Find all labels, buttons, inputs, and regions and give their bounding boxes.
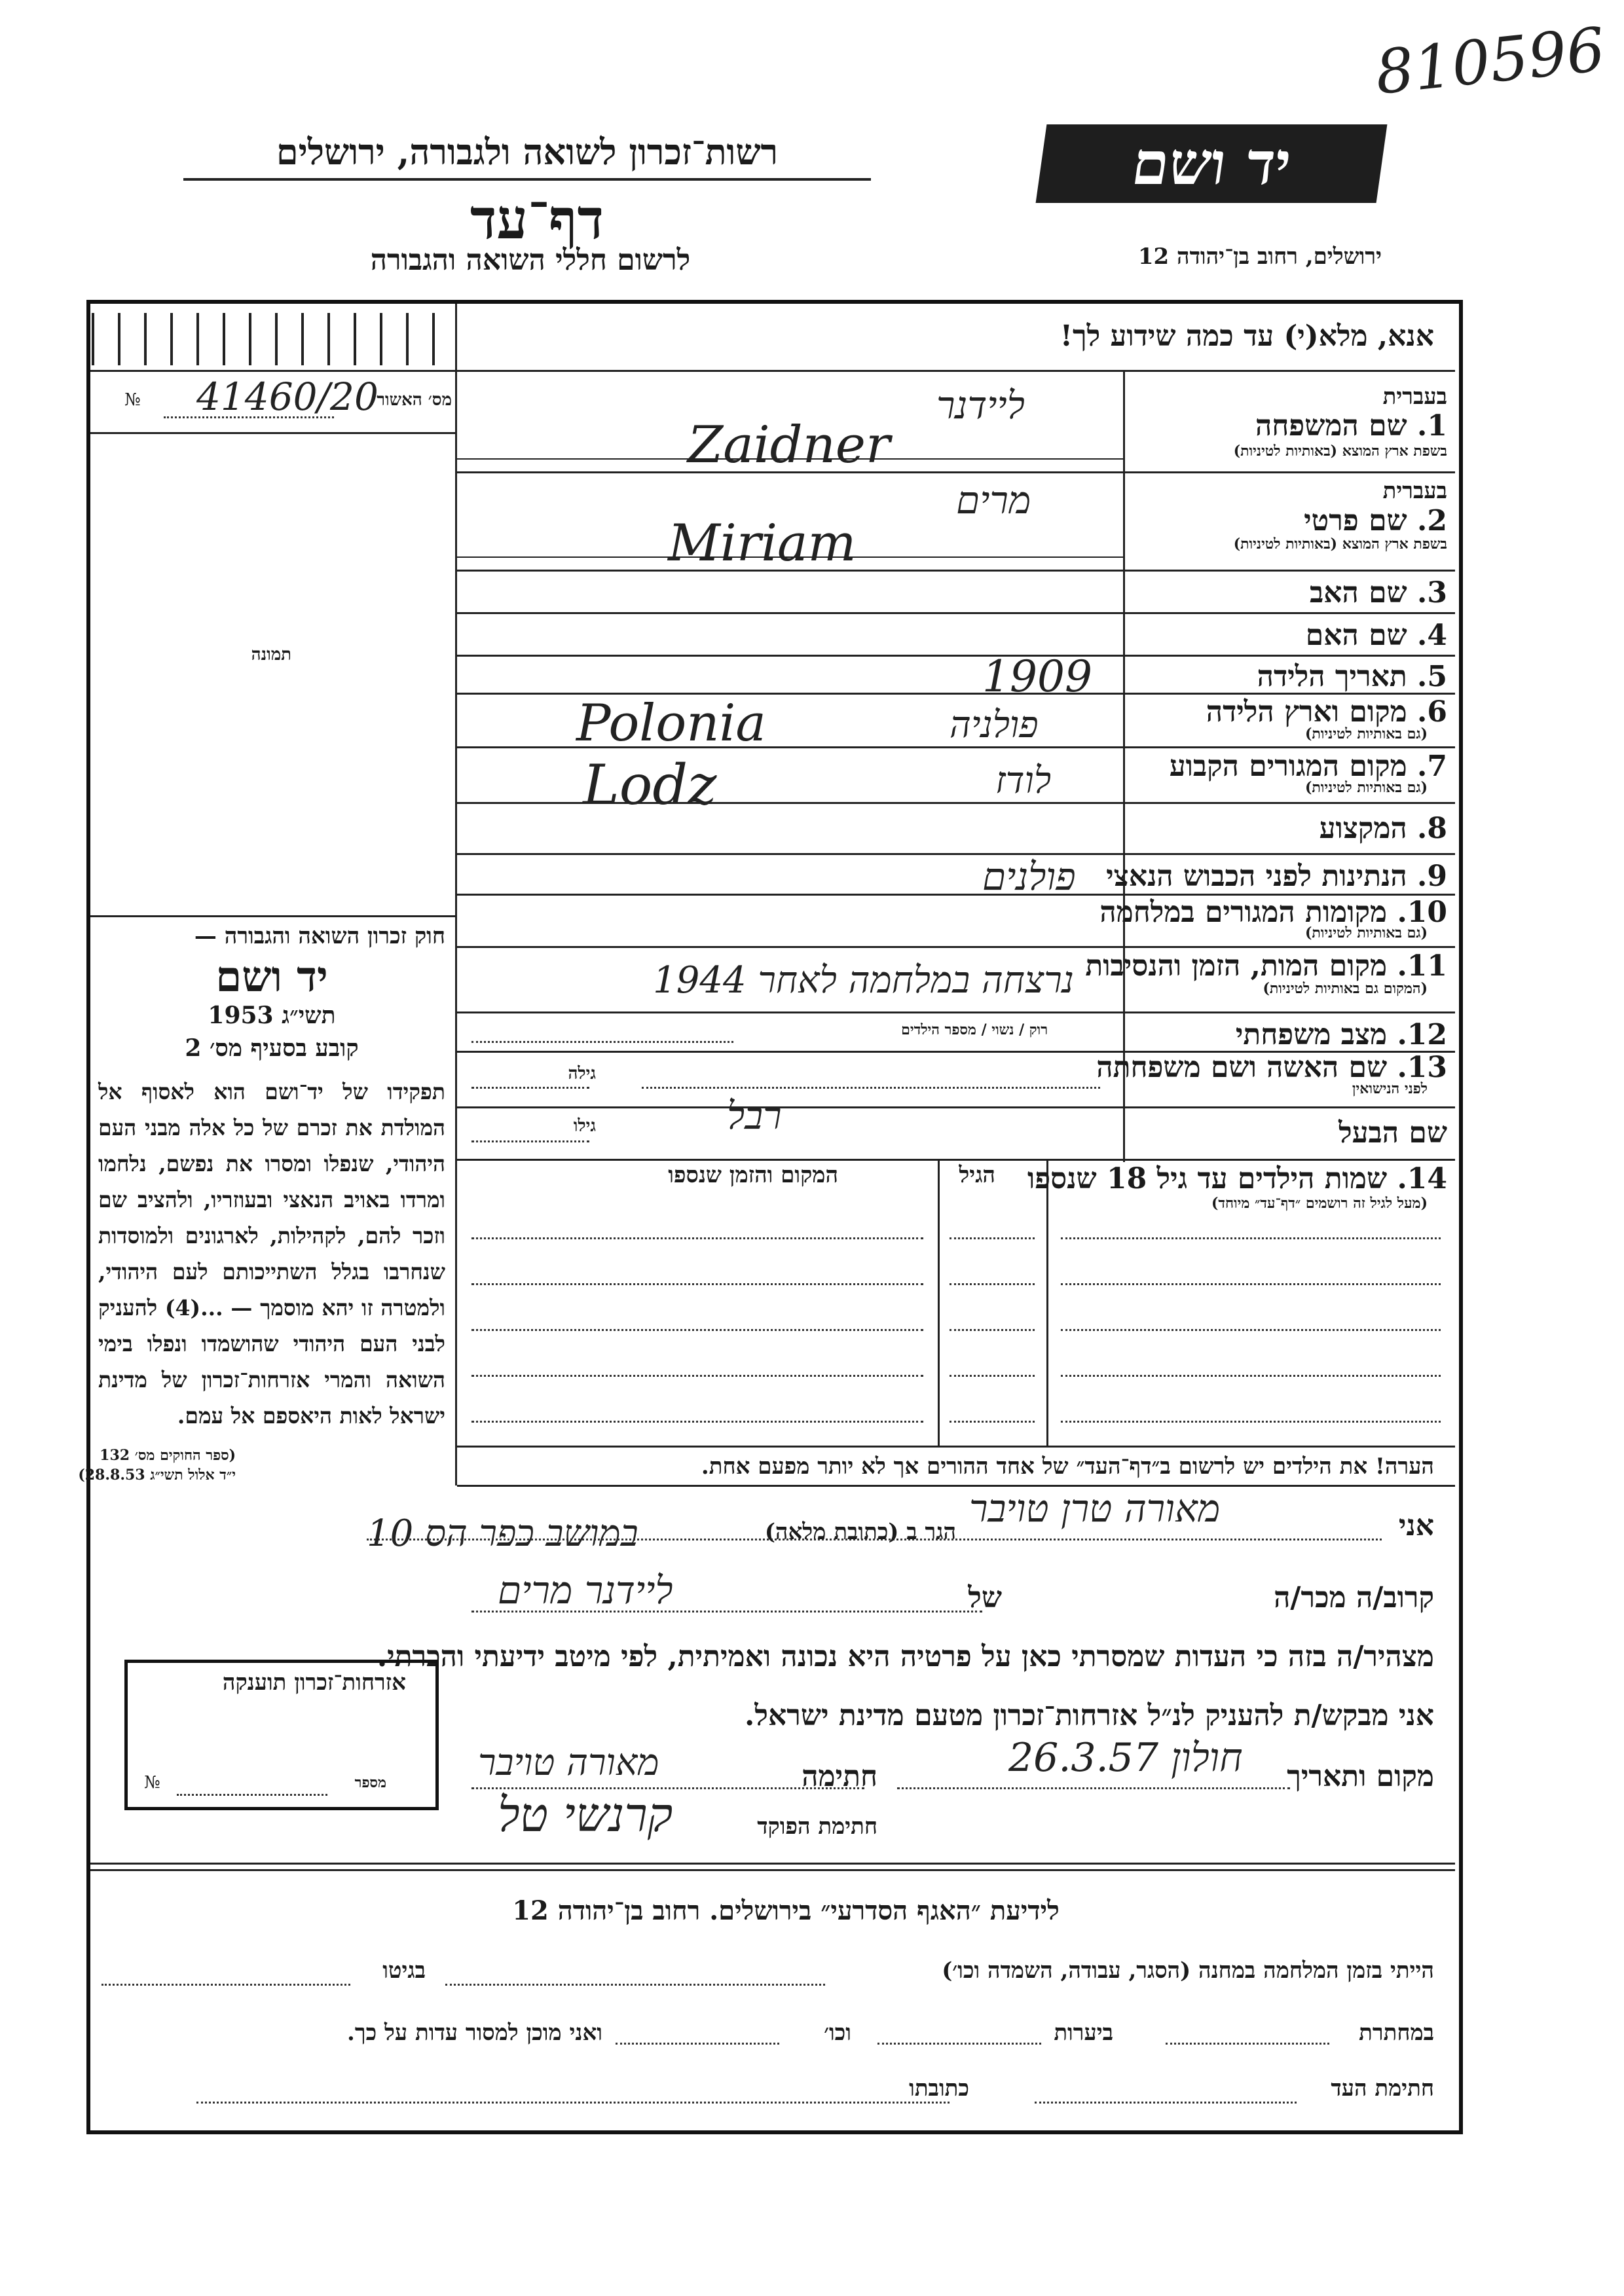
field-9-label [1106, 860, 1447, 893]
field-10-num: 10. [1397, 896, 1447, 929]
field-11-hint: (המקום גם באותיות לטיניות) [1263, 980, 1428, 997]
field-1-label [1255, 409, 1447, 443]
field-14-label [1027, 1162, 1447, 1195]
field-1-latin-value[interactable]: Zaidner [688, 416, 891, 475]
field-6-latin-value[interactable]: Polonia [576, 694, 766, 753]
footer-line2-d: ואני מוכן למסור עדות על כך. [347, 2020, 602, 2046]
field-14-num: 14. [1397, 1162, 1447, 1195]
citizenship-box-title: אזרחות־זכרון תוענקה [222, 1669, 406, 1696]
footer-line2-b: ביערות [1054, 2020, 1113, 2046]
registration-label: מס׳ האשור [377, 390, 452, 410]
field-1-num: 1. [1417, 409, 1447, 443]
document-number: 810596 [1372, 14, 1608, 109]
husband-label: שם הבעל [1338, 1116, 1447, 1150]
signature-label: חתימה [802, 1760, 877, 1793]
field-7-num: 7. [1417, 750, 1447, 783]
husband-value[interactable]: רבל [727, 1093, 782, 1138]
field-2-label-text: שם פרטי [1304, 504, 1407, 538]
declaration-i-label: אני [1398, 1509, 1434, 1542]
field-14-hint: (מעל לגיל זה רושמים ״דף־עד״ מיוחד) [1211, 1195, 1428, 1212]
field-4-num: 4. [1417, 619, 1447, 652]
form-subtitle: לרשום חללי השואה והגבורה [370, 244, 691, 277]
field-12-num: 12. [1397, 1018, 1447, 1051]
declaration-request: אני מבקש/ת להעניק לנ״ל אזרחות־זכרון מטעם מדינת ישראל. [745, 1699, 1434, 1732]
logo-text: יד ושם [1127, 129, 1296, 198]
declaration-of-label: של [968, 1581, 1002, 1614]
children-place-header: המקום והזמן שנספו [668, 1162, 838, 1188]
footer-line2-a: במחתרת [1359, 2020, 1434, 2046]
field-11-num: 11. [1397, 949, 1447, 983]
citizenship-no-mark: № [144, 1773, 160, 1793]
field-3-label [1310, 576, 1447, 610]
children-age-header: הגיל [959, 1162, 995, 1188]
field-13-hint: לפני הנישואין [1352, 1080, 1428, 1097]
field-4-label-text: שם האם [1305, 619, 1407, 652]
registration-no-mark: № [124, 390, 141, 410]
husband-age-label: גילו [573, 1116, 596, 1136]
children-note: הערה! את הילדים יש לרשום ב״דף־העד״ של אחד ההורים אך לא יותר מפעם אחת. [701, 1453, 1434, 1480]
field-11-value[interactable]: נרצחה במלחמה לאחר 1944 [653, 959, 1074, 1002]
field-12-label [1236, 1018, 1447, 1051]
declaration-statement: מצהיר/ה בזה כי העדות שמסרתי כאן על פרטיה היא נכונה ואמיתית, לפי מיטב ידיעתי והכרתי. [377, 1640, 1434, 1673]
signature-value[interactable]: מאורה טויבר [478, 1741, 659, 1784]
field-14-label-text: שמות הילדים עד גיל 18 שנספו [1027, 1162, 1388, 1195]
footer-title: לידיעת ״האגף הסדרעי״ בירושלים. רחוב בן־יהודה 12 [512, 1895, 1060, 1926]
field-1-hint: בשפת ארץ המוצא (באותיות לטיניות) [1233, 443, 1447, 460]
officer-signature-value[interactable]: קרנשי טל [498, 1787, 673, 1842]
field-6-hebrew-value[interactable]: פולניה [950, 704, 1039, 746]
field-13-label [1096, 1051, 1447, 1084]
field-5-num: 5. [1417, 660, 1447, 693]
field-2-latin-value[interactable]: Miriam [668, 514, 857, 573]
field-8-label [1320, 812, 1447, 845]
place-date-label: מקום ותאריך [1287, 1760, 1434, 1793]
field-10-label-text: מקומות המגורים במלחמה [1099, 896, 1388, 929]
field-8-label-text: המקצוע [1319, 812, 1407, 845]
field-6-label-text: מקום וארץ הלידה [1206, 695, 1407, 729]
field-6-num: 6. [1417, 695, 1447, 729]
form-title: דף־עד [470, 187, 604, 251]
yad-vashem-logo [1036, 124, 1388, 203]
field-7-hint: (גם באותיות לטיניות) [1304, 779, 1428, 796]
field-11-label [1085, 949, 1447, 983]
field-13-age-label: גילה [568, 1064, 596, 1084]
declaration-of-value[interactable]: ליידנר מרים [498, 1568, 673, 1613]
field-8-num: 8. [1417, 812, 1447, 845]
officer-signature-label: חתימת הפוקד [757, 1813, 877, 1840]
footer-line1-b: בגיטו [382, 1958, 426, 1984]
field-7-latin-value[interactable]: Lodz [583, 753, 717, 817]
field-3-label-text: שם האב [1310, 576, 1407, 610]
field-2-label [1304, 504, 1447, 538]
footer-line3-a: חתימת העד [1331, 2075, 1434, 2102]
tick-strip [92, 313, 452, 365]
field-10-hint: (גם באותיות לטיניות) [1304, 924, 1428, 941]
field-13-label-text: שם האשה ושם משפחתה [1096, 1051, 1388, 1084]
field-7-label-text: מקום המגורים הקבוע [1169, 750, 1407, 783]
footer-line2-c: וכו׳ [824, 2020, 851, 2046]
field-11-label-text: מקום המות, הזמן והנסיבות [1085, 949, 1388, 983]
footer-line3-b: כתובתו [909, 2075, 969, 2102]
field-5-label-text: תאריך הלידה [1257, 660, 1407, 693]
field-9-num: 9. [1417, 860, 1447, 893]
field-1-hebrew-value[interactable]: ליידנר [936, 383, 1025, 428]
intro-instruction: אנא, מלא(י) עד כמה שידוע לך! [1060, 319, 1434, 353]
field-4-label [1306, 619, 1447, 652]
law-clause: קובע בסעיף מס׳ 2 [185, 1034, 359, 1062]
field-6-label [1206, 695, 1447, 729]
field-9-label-text: הנתינות לפני הכבוש הנאצי [1106, 860, 1407, 893]
address: ירושלים, רחוב בן־יהודה 12 [1137, 244, 1382, 270]
field-2-num: 2. [1417, 504, 1447, 538]
declaration-address-label: הגר ב (כתובת מלאה) [764, 1519, 956, 1545]
field-7-label [1170, 750, 1447, 783]
field-1-label-text: שם המשפחה [1255, 409, 1407, 443]
law-ref-date: י״ד אלול תשי״ג 28.8.53) [78, 1467, 236, 1484]
law-body: תפקידו של יד־ושם הוא לאסוף אל המולדת את זכרם של כל אלה מבני העם היהודי, שנפלו ומסרו את נפשם, נלחמו ומרדו באויב הנאצי ובעוזריו, ולהציב שם וזכר להם, לקהילות, לארגונים ולמוסדות שנחרבו בגלל השתייכותם לעם היהודי, ולמטרה זו יהא מוסמך — ...(4) להעניק לבני העם היהודי שהושמדו ונפלו בימי השואה והמרי אזרחות־זכרון של מדינת ישראל לאות היאספם אל עמם. [98, 1079, 445, 1429]
registration-value[interactable]: 41460/20 [196, 374, 378, 419]
field-5-label [1257, 660, 1447, 693]
footer-line1-a: הייתי בזמן המלחמה במחנה (הסגר, עבודה, השמדה וכו׳) [942, 1958, 1434, 1984]
law-year: תשי״ג 1953 [208, 1002, 336, 1029]
field-1-lang: בעברית [1382, 384, 1447, 410]
citizenship-number-label: מספר [354, 1774, 386, 1791]
law-ref: (ספר החוקים מס׳ 132 [100, 1447, 236, 1464]
declaration-address-value[interactable]: במושב כפר הס 10 [367, 1512, 638, 1555]
field-6-hint: (גם באותיות לטיניות) [1304, 725, 1428, 742]
field-13-num: 13. [1397, 1051, 1447, 1084]
field-12-label-text: מצב משפחתי [1235, 1018, 1388, 1051]
law-org: יד ושם [215, 953, 328, 1002]
field-5-value[interactable]: 1909 [982, 651, 1092, 702]
place-date-value[interactable]: חולון 26.3.57 [1008, 1735, 1243, 1781]
field-2-hint: בשפת ארץ המוצא (באותיות לטיניות) [1233, 536, 1447, 553]
declaration-name-value[interactable]: מאורה טרן טויבר [969, 1486, 1221, 1531]
field-12-options: רוק / נשוי / מספר הילדים [901, 1021, 1048, 1038]
field-3-num: 3. [1417, 576, 1447, 610]
field-7-hebrew-value[interactable]: לודז [995, 759, 1052, 802]
photo-label: תמונה [251, 645, 291, 665]
law-title: חוק זכרון השואה והגבורה — [194, 923, 445, 949]
field-9-value[interactable]: פולנים [982, 854, 1076, 899]
declaration-relative-label: קרוב/ה מכר/ה [1274, 1581, 1434, 1614]
authority-name: רשות־זכרון לשואה ולגבורה, ירושלים [276, 131, 779, 173]
field-2-hebrew-value[interactable]: מרים [956, 478, 1031, 522]
field-2-lang: בעברית [1382, 478, 1447, 504]
